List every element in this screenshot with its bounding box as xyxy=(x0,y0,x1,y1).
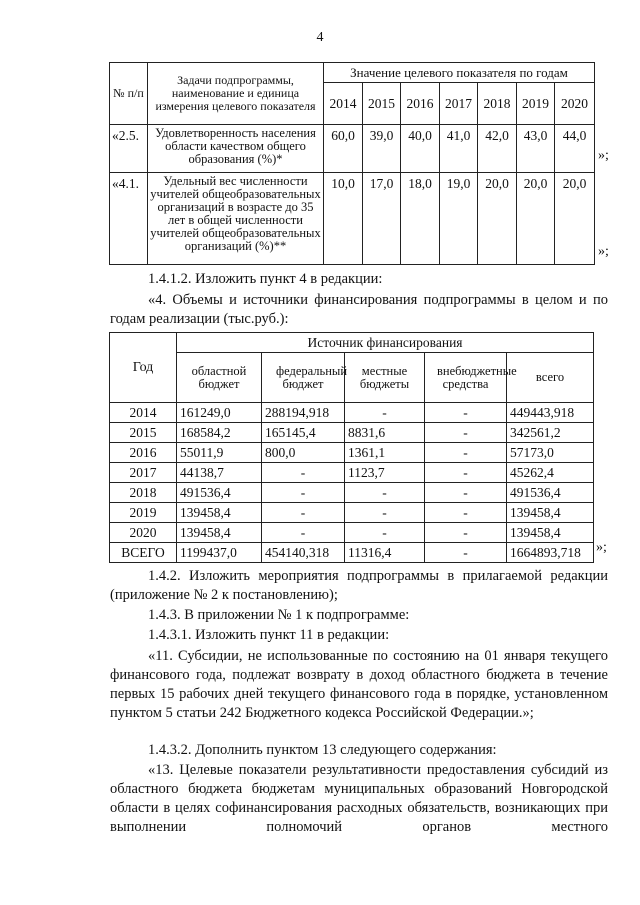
table-row xyxy=(110,523,594,543)
header-source: Источник финансирования xyxy=(177,333,594,353)
cell-extra: - xyxy=(425,483,507,503)
row-year: 2016 xyxy=(110,443,177,463)
cell-federal: - xyxy=(262,503,345,523)
row-year: 2014 xyxy=(110,403,177,423)
table-row xyxy=(110,503,594,523)
row-year: 2017 xyxy=(110,463,177,483)
row-num: «2.5. xyxy=(110,125,148,173)
header-task: Задачи подпрограммы, наименование и единица измерения целевого показателя xyxy=(148,63,324,125)
header-year: 2019 xyxy=(517,83,555,125)
cell-federal: 800,0 xyxy=(262,443,345,463)
cell-extra: - xyxy=(425,523,507,543)
indicator-table xyxy=(109,62,595,265)
row-value: 20,0 xyxy=(555,173,595,265)
cell-total: 57173,0 xyxy=(507,443,594,463)
table-row xyxy=(110,543,594,563)
header-year: 2018 xyxy=(478,83,517,125)
row-value: 39,0 xyxy=(363,125,401,173)
row-value: 19,0 xyxy=(440,173,478,265)
row-year: 2018 xyxy=(110,483,177,503)
row-value: 60,0 xyxy=(324,125,363,173)
row-num: «4.1. xyxy=(110,173,148,265)
cell-total: 491536,4 xyxy=(507,483,594,503)
row-value: 44,0 xyxy=(555,125,595,173)
cell-local: - xyxy=(345,403,425,423)
cell-extra: - xyxy=(425,463,507,483)
cell-regional: 1199437,0 xyxy=(177,543,262,563)
para-1431: 1.4.3.1. Изложить пункт 11 в редакции: xyxy=(148,627,390,643)
cell-federal: 454140,318 xyxy=(262,543,345,563)
header-year: 2017 xyxy=(440,83,478,125)
header-year: Год xyxy=(110,333,177,403)
table-row xyxy=(110,463,594,483)
row-suffix: »; xyxy=(598,244,609,259)
header-column: федеральный бюджет xyxy=(262,353,345,403)
cell-regional: 491536,4 xyxy=(177,483,262,503)
para-1432: 1.4.3.2. Дополнить пунктом 13 следующего содержания: xyxy=(148,742,497,758)
cell-regional: 139458,4 xyxy=(177,523,262,543)
header-num: № п/п xyxy=(110,63,148,125)
cell-local: - xyxy=(345,523,425,543)
header-column: местные бюджеты xyxy=(345,353,425,403)
row-value: 18,0 xyxy=(401,173,440,265)
table-row xyxy=(110,173,595,265)
funding-suffix: »; xyxy=(596,540,607,555)
cell-local: 1123,7 xyxy=(345,463,425,483)
table-row xyxy=(110,483,594,503)
cell-total: 449443,918 xyxy=(507,403,594,423)
row-task: Удовлетворенность населения области качеством общего образования (%)* xyxy=(148,125,324,173)
row-year: 2020 xyxy=(110,523,177,543)
cell-federal: - xyxy=(262,463,345,483)
cell-total: 45262,4 xyxy=(507,463,594,483)
cell-regional: 44138,7 xyxy=(177,463,262,483)
cell-regional: 139458,4 xyxy=(177,503,262,523)
header-year: 2016 xyxy=(401,83,440,125)
row-value: 41,0 xyxy=(440,125,478,173)
row-value: 20,0 xyxy=(478,173,517,265)
cell-extra: - xyxy=(425,443,507,463)
cell-federal: - xyxy=(262,523,345,543)
row-value: 43,0 xyxy=(517,125,555,173)
cell-extra: - xyxy=(425,543,507,563)
para-1412: 1.4.1.2. Изложить пункт 4 в редакции: xyxy=(148,271,383,287)
cell-regional: 168584,2 xyxy=(177,423,262,443)
header-values-title: Значение целевого показателя по годам xyxy=(324,63,595,83)
para-143: 1.4.3. В приложении № 1 к подпрограмме: xyxy=(148,607,410,623)
cell-total: 139458,4 xyxy=(507,523,594,543)
row-value: 17,0 xyxy=(363,173,401,265)
para-11: «11. Субсидии, не использованные по состоянию на 01 января текущего финансового года, подлежат возврату в доход областного бюджета в течение первых 15 рабочих дней текущего финансового года в порядке, установленном пунктом 5 статьи 242 Бюджетного кодекса Российской Федерации.»; xyxy=(110,648,608,721)
cell-local: 1361,1 xyxy=(345,443,425,463)
cell-regional: 55011,9 xyxy=(177,443,262,463)
row-year: ВСЕГО xyxy=(110,543,177,563)
table-row xyxy=(110,423,594,443)
header-year: 2015 xyxy=(363,83,401,125)
header-year: 2014 xyxy=(324,83,363,125)
cell-extra: - xyxy=(425,423,507,443)
row-value: 20,0 xyxy=(517,173,555,265)
table-row xyxy=(110,125,595,173)
header-column: областной бюджет xyxy=(177,353,262,403)
para-13: «13. Целевые показатели результативности предоставления субсидий из областного бюджета бюджетам муниципальных образований Новгородской области в целях софинансирования расходных обязательств, возникающих при выполнении полномочий органов местного xyxy=(110,762,608,835)
cell-total: 1664893,718 xyxy=(507,543,594,563)
header-column: внебюджетные средства xyxy=(425,353,507,403)
page-number: 4 xyxy=(316,30,324,45)
cell-local: - xyxy=(345,483,425,503)
row-value: 42,0 xyxy=(478,125,517,173)
cell-regional: 161249,0 xyxy=(177,403,262,423)
para-142: 1.4.2. Изложить мероприятия подпрограммы в прилагаемой редакции (приложение № 2 к постановлению); xyxy=(110,568,608,603)
cell-local: - xyxy=(345,503,425,523)
row-value: 40,0 xyxy=(401,125,440,173)
row-value: 10,0 xyxy=(324,173,363,265)
header-year: 2020 xyxy=(555,83,595,125)
row-year: 2015 xyxy=(110,423,177,443)
cell-extra: - xyxy=(425,403,507,423)
row-year: 2019 xyxy=(110,503,177,523)
cell-federal: 288194,918 xyxy=(262,403,345,423)
cell-total: 139458,4 xyxy=(507,503,594,523)
cell-federal: 165145,4 xyxy=(262,423,345,443)
cell-extra: - xyxy=(425,503,507,523)
funding-table xyxy=(109,332,594,563)
row-task: Удельный вес численности учителей общеобразовательных организаций в возрасте до 35 лет в общей численности учителей общеобразовательных организаций (%)** xyxy=(148,173,324,265)
cell-federal: - xyxy=(262,483,345,503)
header-column: всего xyxy=(507,353,594,403)
para-funding-intro: «4. Объемы и источники финансирования подпрограммы в целом и по годам реализации (тыс.руб.): xyxy=(110,292,608,327)
cell-local: 8831,6 xyxy=(345,423,425,443)
table-row xyxy=(110,403,594,423)
cell-local: 11316,4 xyxy=(345,543,425,563)
cell-total: 342561,2 xyxy=(507,423,594,443)
row-suffix: »; xyxy=(598,148,609,163)
table-row xyxy=(110,443,594,463)
